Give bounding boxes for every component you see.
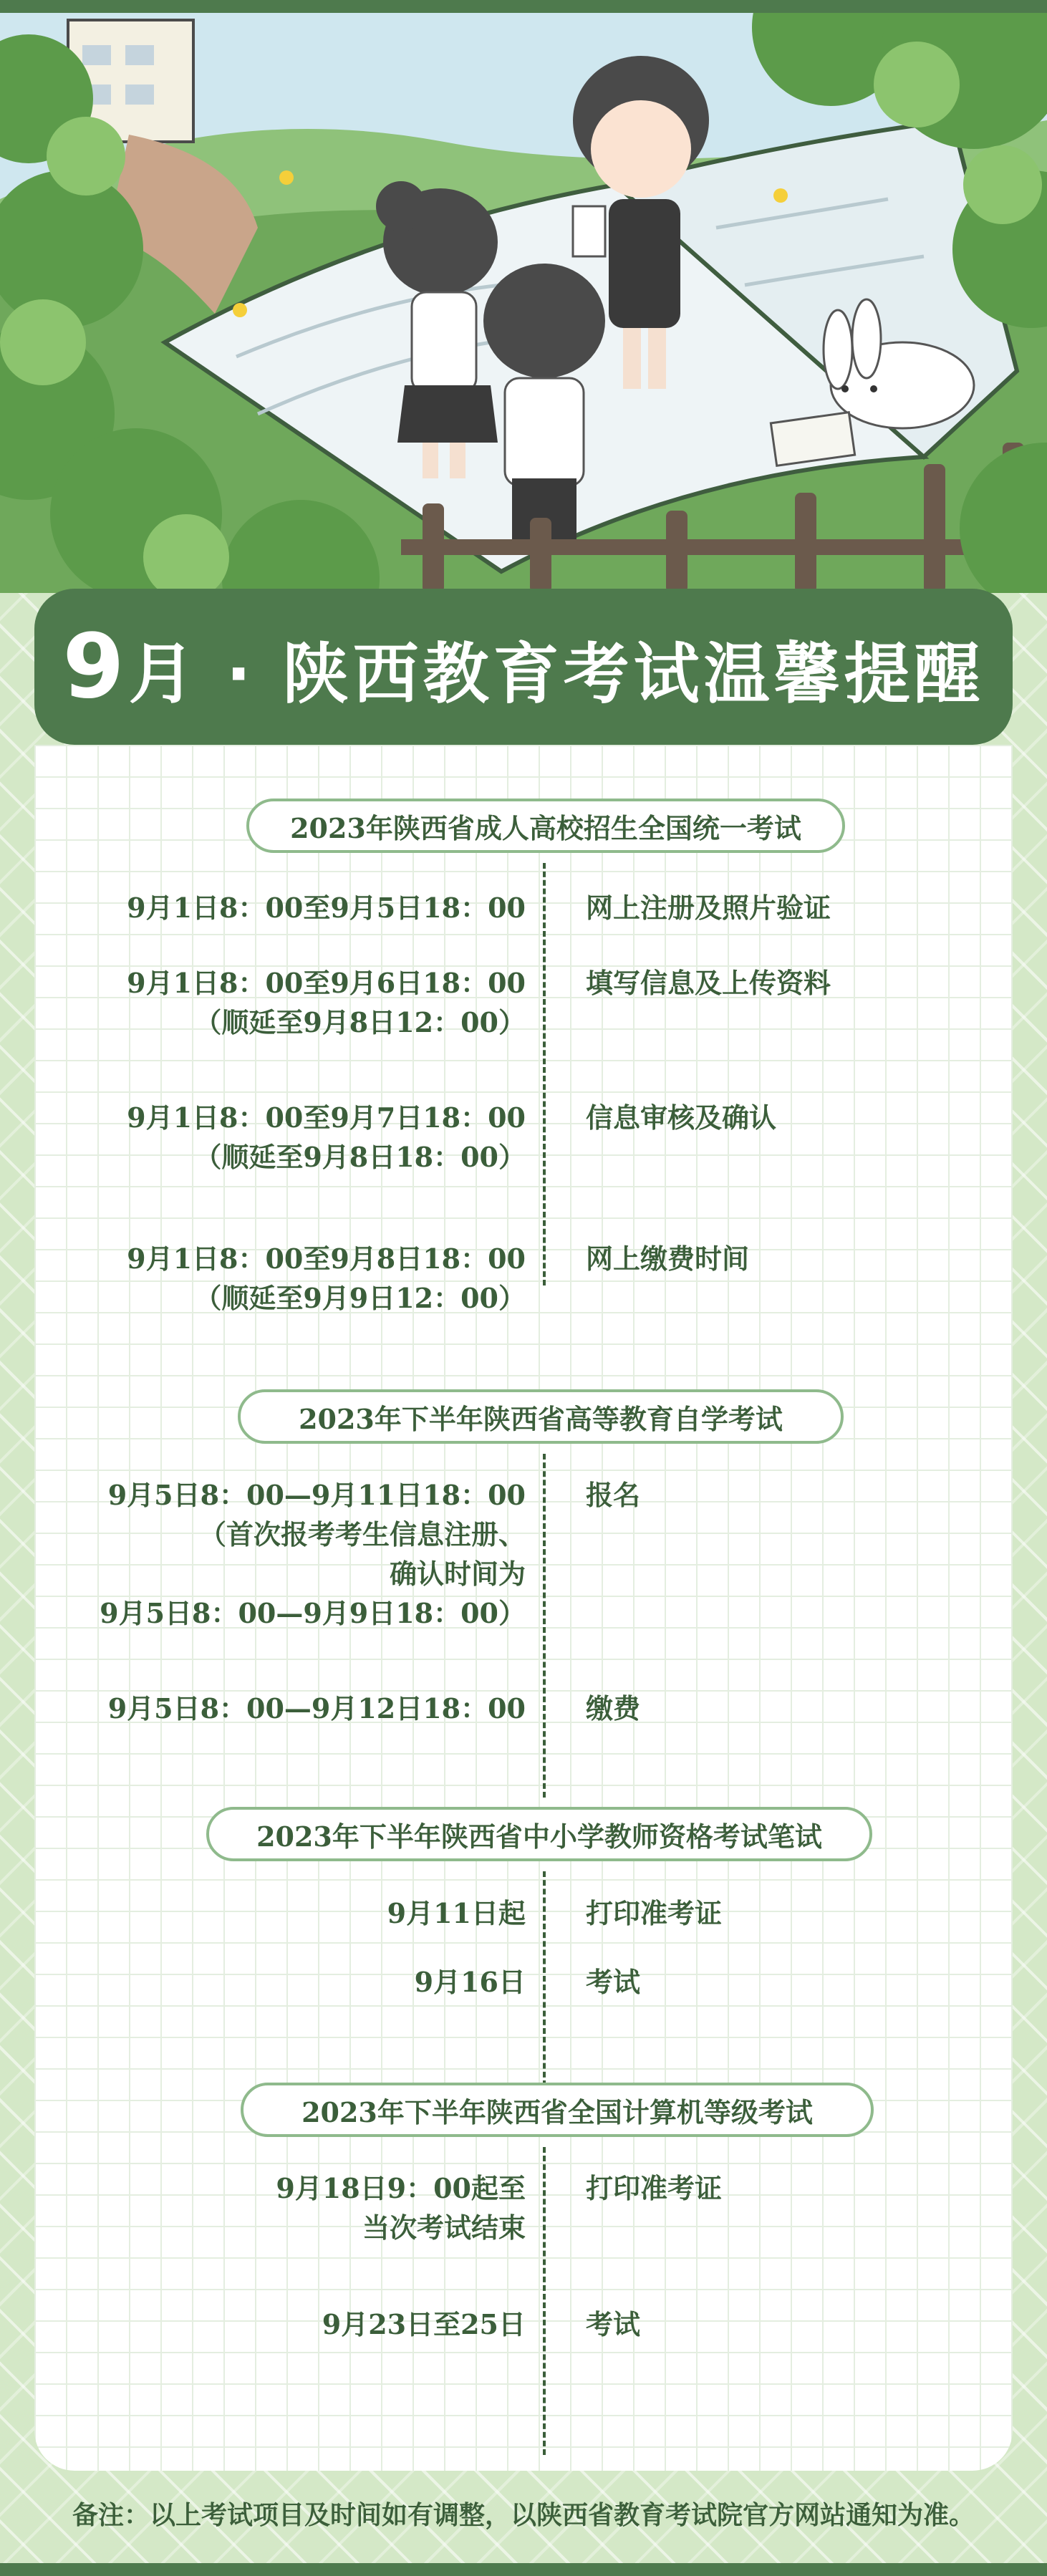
- page-title: [62, 615, 984, 718]
- title-banner: [34, 589, 1013, 745]
- footnote-text: 备注：以上考试项目及时间如有调整，以陕西省教育考试院官方网站通知为准。: [72, 2500, 975, 2530]
- top-frame-bar: [0, 0, 1047, 13]
- schedule-time: 9月5日8：00—9月11日18：00 （首次报考考生信息注册、 确认时间为 9月5日8：00—9月9日18：00）: [100, 1479, 526, 1629]
- section-heading-computer-rank-exam: 2023年下半年陕西省全国计算机等级考试: [241, 2083, 874, 2137]
- schedule-item: 打印准考证: [586, 2172, 723, 2204]
- schedule-card: [34, 745, 1013, 2471]
- schedule-item: 考试: [586, 2308, 641, 2340]
- schedule-item: 报名: [586, 1479, 641, 1511]
- section-divider: [543, 863, 546, 1285]
- section-divider: [543, 1871, 546, 2086]
- schedule-item: 填写信息及上传资料: [586, 967, 831, 999]
- schedule-time: 9月16日: [414, 1966, 526, 1998]
- section-heading-adult-college-exam: 2023年陕西省成人高校招生全国统一考试: [246, 799, 845, 853]
- bottom-frame-bar: [0, 2563, 1047, 2576]
- schedule-time: 9月1日8：00至9月5日18：00: [127, 892, 526, 924]
- schedule-item: 缴费: [586, 1692, 641, 1724]
- section-heading-teacher-qualification-exam: 2023年下半年陕西省中小学教师资格考试笔试: [206, 1807, 872, 1861]
- schedule-time: 9月11日起: [387, 1897, 526, 1929]
- header-illustration: [0, 13, 1047, 593]
- title-month-number: 9: [62, 615, 129, 718]
- schedule-time: 9月23日至25日: [322, 2308, 526, 2340]
- schedule-item: 信息审核及确认: [586, 1101, 777, 1134]
- section-divider: [543, 2147, 546, 2455]
- schedule-item: 网上注册及照片验证: [586, 892, 831, 924]
- schedule-item: 打印准考证: [586, 1897, 723, 1929]
- schedule-item: 考试: [586, 1966, 641, 1998]
- schedule-time: 9月1日8：00至9月7日18：00 （顺延至9月8日18：00）: [127, 1101, 526, 1173]
- schedule-time: 9月18日9：00起至 当次考试结束: [276, 2172, 526, 2244]
- title-text: 月 · 陕西教育考试温馨提醒: [128, 636, 985, 713]
- header-illustration-art: [0, 13, 1047, 593]
- schedule-time: 9月5日8：00—9月12日18：00: [107, 1692, 526, 1724]
- schedule-time: 9月1日8：00至9月6日18：00 （顺延至9月8日12：00）: [127, 967, 526, 1038]
- schedule-item: 网上缴费时间: [586, 1243, 750, 1275]
- schedule-time: 9月1日8：00至9月8日18：00 （顺延至9月9日12：00）: [127, 1243, 526, 1314]
- section-heading-self-study-exam: 2023年下半年陕西省高等教育自学考试: [238, 1389, 844, 1444]
- section-divider: [543, 1454, 546, 1798]
